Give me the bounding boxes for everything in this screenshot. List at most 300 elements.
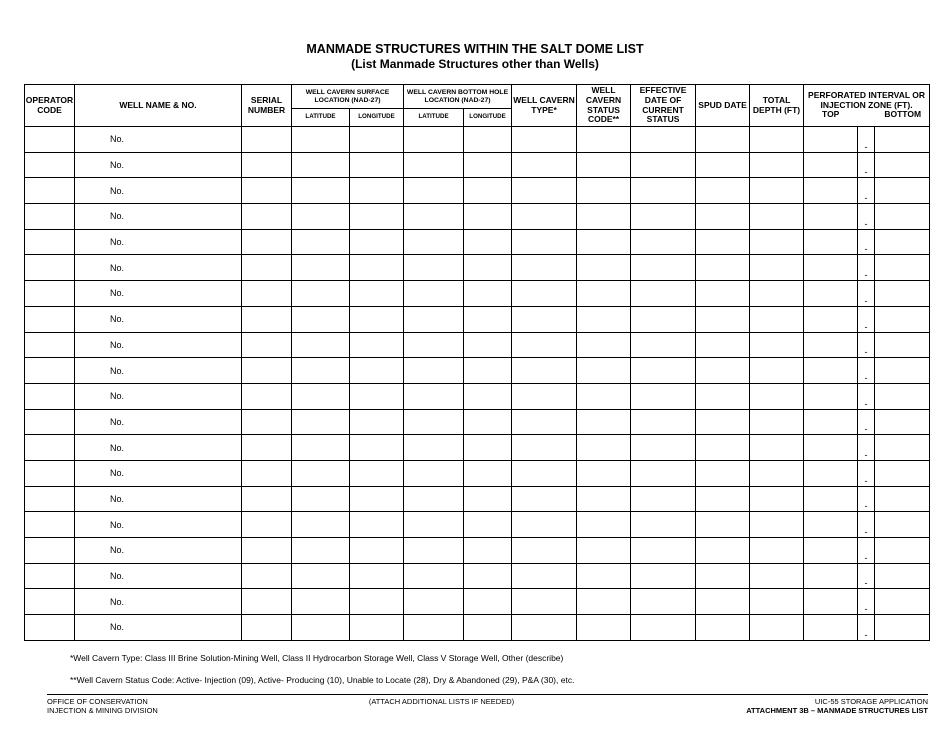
status-code-cell[interactable] <box>577 229 631 255</box>
perforated-top-cell[interactable] <box>804 229 858 255</box>
bottom-longitude-cell[interactable] <box>464 460 512 486</box>
well-name-cell[interactable]: No. <box>75 538 242 564</box>
status-code-cell[interactable] <box>577 127 631 153</box>
cavern-type-cell[interactable] <box>512 486 577 512</box>
status-code-cell[interactable] <box>577 512 631 538</box>
bottom-longitude-cell[interactable] <box>464 229 512 255</box>
table-row <box>25 409 930 435</box>
serial-number-cell[interactable] <box>242 538 292 564</box>
operator-code-cell[interactable] <box>25 255 75 281</box>
status-code-cell[interactable] <box>577 409 631 435</box>
cavern-type-cell[interactable] <box>512 409 577 435</box>
surface-longitude-cell[interactable] <box>350 538 404 564</box>
effective-date-cell[interactable] <box>631 589 696 615</box>
total-depth-cell[interactable] <box>750 460 804 486</box>
perforated-bottom-cell[interactable] <box>875 152 930 178</box>
cavern-type-cell[interactable] <box>512 255 577 281</box>
interval-separator-cell: - <box>858 255 875 281</box>
bottom-longitude-cell[interactable] <box>464 563 512 589</box>
perforated-top-cell[interactable] <box>804 332 858 358</box>
well-name-cell[interactable]: No. <box>75 563 242 589</box>
table-row <box>25 178 930 204</box>
table-row <box>25 332 930 358</box>
table-row <box>25 281 930 307</box>
cavern-type-cell[interactable] <box>512 358 577 384</box>
bottom-longitude-cell[interactable] <box>464 332 512 358</box>
effective-date-cell[interactable] <box>631 306 696 332</box>
total-depth-cell[interactable] <box>750 383 804 409</box>
operator-code-cell[interactable] <box>25 152 75 178</box>
cavern-type-cell[interactable] <box>512 435 577 461</box>
surface-longitude-cell[interactable] <box>350 204 404 230</box>
spud-date-cell[interactable] <box>696 486 750 512</box>
cavern-type-cell[interactable] <box>512 152 577 178</box>
effective-date-cell[interactable] <box>631 512 696 538</box>
operator-code-cell[interactable] <box>25 332 75 358</box>
operator-code-cell[interactable] <box>25 435 75 461</box>
bottom-longitude-cell[interactable] <box>464 538 512 564</box>
total-depth-cell[interactable] <box>750 409 804 435</box>
cavern-type-cell[interactable] <box>512 204 577 230</box>
serial-number-cell[interactable] <box>242 563 292 589</box>
perforated-bottom-cell[interactable] <box>875 460 930 486</box>
well-name-cell[interactable]: No. <box>75 306 242 332</box>
perforated-top-cell[interactable] <box>804 486 858 512</box>
effective-date-cell[interactable] <box>631 281 696 307</box>
bottom-longitude-cell[interactable] <box>464 512 512 538</box>
perforated-top-cell[interactable] <box>804 178 858 204</box>
surface-longitude-cell[interactable] <box>350 460 404 486</box>
cavern-type-cell[interactable] <box>512 127 577 153</box>
total-depth-cell[interactable] <box>750 255 804 281</box>
status-code-cell[interactable] <box>577 152 631 178</box>
cavern-type-cell[interactable] <box>512 589 577 615</box>
effective-date-cell[interactable] <box>631 358 696 384</box>
bottom-longitude-cell[interactable] <box>464 486 512 512</box>
operator-code-cell[interactable] <box>25 486 75 512</box>
total-depth-cell[interactable] <box>750 512 804 538</box>
status-code-cell[interactable] <box>577 538 631 564</box>
surface-longitude-cell[interactable] <box>350 486 404 512</box>
operator-code-cell[interactable] <box>25 281 75 307</box>
well-name-cell[interactable]: No. <box>75 281 242 307</box>
serial-number-cell[interactable] <box>242 512 292 538</box>
bottom-latitude-cell[interactable] <box>404 281 464 307</box>
operator-code-cell[interactable] <box>25 512 75 538</box>
serial-number-cell[interactable] <box>242 383 292 409</box>
spud-date-cell[interactable] <box>696 512 750 538</box>
cavern-type-cell[interactable] <box>512 512 577 538</box>
table-row <box>25 358 930 384</box>
effective-date-cell[interactable] <box>631 538 696 564</box>
perforated-bottom-cell[interactable] <box>875 306 930 332</box>
perforated-bottom-cell[interactable] <box>875 512 930 538</box>
total-depth-cell[interactable] <box>750 127 804 153</box>
effective-date-cell[interactable] <box>631 255 696 281</box>
perforated-bottom-cell[interactable] <box>875 255 930 281</box>
perforated-top-cell[interactable] <box>804 435 858 461</box>
surface-latitude-cell[interactable] <box>292 538 350 564</box>
effective-date-cell[interactable] <box>631 460 696 486</box>
perforated-bottom-cell[interactable] <box>875 204 930 230</box>
status-code-cell[interactable] <box>577 358 631 384</box>
perforated-top-cell[interactable] <box>804 152 858 178</box>
operator-code-cell[interactable] <box>25 409 75 435</box>
effective-date-cell[interactable] <box>631 152 696 178</box>
surface-longitude-cell[interactable] <box>350 127 404 153</box>
status-code-cell[interactable] <box>577 306 631 332</box>
bottom-longitude-cell[interactable] <box>464 204 512 230</box>
surface-longitude-cell[interactable] <box>350 332 404 358</box>
total-depth-cell[interactable] <box>750 538 804 564</box>
bottom-latitude-cell[interactable] <box>404 358 464 384</box>
total-depth-cell[interactable] <box>750 281 804 307</box>
bottom-longitude-cell[interactable] <box>464 178 512 204</box>
surface-longitude-cell[interactable] <box>350 409 404 435</box>
surface-latitude-cell[interactable] <box>292 255 350 281</box>
spud-date-cell[interactable] <box>696 409 750 435</box>
spud-date-cell[interactable] <box>696 306 750 332</box>
spud-date-cell[interactable] <box>696 383 750 409</box>
perforated-bottom-cell[interactable] <box>875 589 930 615</box>
interval-separator-cell: - <box>858 178 875 204</box>
surface-latitude-cell[interactable] <box>292 486 350 512</box>
header-top: TOP <box>822 109 840 120</box>
surface-latitude-cell[interactable] <box>292 281 350 307</box>
effective-date-cell[interactable] <box>631 435 696 461</box>
bottom-latitude-cell[interactable] <box>404 229 464 255</box>
header-surface-latitude: LATITUDE <box>292 109 350 127</box>
perforated-bottom-cell[interactable] <box>875 615 930 641</box>
well-name-cell[interactable]: No. <box>75 589 242 615</box>
status-code-cell[interactable] <box>577 255 631 281</box>
status-code-cell[interactable] <box>577 281 631 307</box>
bottom-latitude-cell[interactable] <box>404 563 464 589</box>
surface-longitude-cell[interactable] <box>350 255 404 281</box>
operator-code-cell[interactable] <box>25 127 75 153</box>
perforated-bottom-cell[interactable] <box>875 538 930 564</box>
well-name-cell[interactable]: No. <box>75 486 242 512</box>
serial-number-cell[interactable] <box>242 127 292 153</box>
interval-separator-cell: - <box>858 127 875 153</box>
perforated-bottom-cell[interactable] <box>875 281 930 307</box>
bottom-longitude-cell[interactable] <box>464 306 512 332</box>
cavern-type-cell[interactable] <box>512 383 577 409</box>
table-body <box>25 127 930 641</box>
spud-date-cell[interactable] <box>696 152 750 178</box>
surface-latitude-cell[interactable] <box>292 204 350 230</box>
operator-code-cell[interactable] <box>25 563 75 589</box>
total-depth-cell[interactable] <box>750 306 804 332</box>
serial-number-cell[interactable] <box>242 435 292 461</box>
spud-date-cell[interactable] <box>696 563 750 589</box>
bottom-longitude-cell[interactable] <box>464 383 512 409</box>
surface-longitude-cell[interactable] <box>350 306 404 332</box>
effective-date-cell[interactable] <box>631 383 696 409</box>
well-name-cell[interactable]: No. <box>75 178 242 204</box>
bottom-longitude-cell[interactable] <box>464 615 512 641</box>
bottom-longitude-cell[interactable] <box>464 409 512 435</box>
serial-number-cell[interactable] <box>242 204 292 230</box>
well-name-cell[interactable]: No. <box>75 204 242 230</box>
total-depth-cell[interactable] <box>750 589 804 615</box>
status-code-cell[interactable] <box>577 615 631 641</box>
table-row <box>25 486 930 512</box>
serial-number-cell[interactable] <box>242 358 292 384</box>
surface-longitude-cell[interactable] <box>350 383 404 409</box>
perforated-bottom-cell[interactable] <box>875 332 930 358</box>
total-depth-cell[interactable] <box>750 563 804 589</box>
perforated-bottom-cell[interactable] <box>875 383 930 409</box>
spud-date-cell[interactable] <box>696 435 750 461</box>
surface-longitude-cell[interactable] <box>350 563 404 589</box>
perforated-bottom-cell[interactable] <box>875 409 930 435</box>
bottom-longitude-cell[interactable] <box>464 358 512 384</box>
spud-date-cell[interactable] <box>696 358 750 384</box>
serial-number-cell[interactable] <box>242 460 292 486</box>
cavern-type-cell[interactable] <box>512 229 577 255</box>
status-code-cell[interactable] <box>577 435 631 461</box>
serial-number-cell[interactable] <box>242 486 292 512</box>
perforated-top-cell[interactable] <box>804 383 858 409</box>
cavern-type-cell[interactable] <box>512 306 577 332</box>
surface-latitude-cell[interactable] <box>292 563 350 589</box>
surface-longitude-cell[interactable] <box>350 512 404 538</box>
surface-latitude-cell[interactable] <box>292 229 350 255</box>
well-name-cell[interactable]: No. <box>75 358 242 384</box>
bottom-latitude-cell[interactable] <box>404 383 464 409</box>
bottom-longitude-cell[interactable] <box>464 127 512 153</box>
table-row <box>25 563 930 589</box>
total-depth-cell[interactable] <box>750 615 804 641</box>
surface-latitude-cell[interactable] <box>292 512 350 538</box>
well-name-cell[interactable]: No. <box>75 615 242 641</box>
surface-longitude-cell[interactable] <box>350 358 404 384</box>
surface-latitude-cell[interactable] <box>292 152 350 178</box>
effective-date-cell[interactable] <box>631 127 696 153</box>
status-code-cell[interactable] <box>577 589 631 615</box>
well-name-cell[interactable]: No. <box>75 383 242 409</box>
cavern-type-cell[interactable] <box>512 178 577 204</box>
cavern-type-cell[interactable] <box>512 563 577 589</box>
footer-office-line1: OFFICE OF CONSERVATION <box>47 697 148 706</box>
well-name-cell[interactable]: No. <box>75 409 242 435</box>
operator-code-cell[interactable] <box>25 615 75 641</box>
perforated-top-cell[interactable] <box>804 204 858 230</box>
interval-separator-cell: - <box>858 615 875 641</box>
serial-number-cell[interactable] <box>242 332 292 358</box>
serial-number-cell[interactable] <box>242 255 292 281</box>
total-depth-cell[interactable] <box>750 204 804 230</box>
spud-date-cell[interactable] <box>696 589 750 615</box>
operator-code-cell[interactable] <box>25 358 75 384</box>
perforated-bottom-cell[interactable] <box>875 435 930 461</box>
total-depth-cell[interactable] <box>750 358 804 384</box>
perforated-top-cell[interactable] <box>804 306 858 332</box>
operator-code-cell[interactable] <box>25 306 75 332</box>
bottom-latitude-cell[interactable] <box>404 538 464 564</box>
spud-date-cell[interactable] <box>696 460 750 486</box>
bottom-latitude-cell[interactable] <box>404 435 464 461</box>
form-title: MANMADE STRUCTURES WITHIN THE SALT DOME LIST <box>306 42 644 56</box>
well-name-cell[interactable]: No. <box>75 460 242 486</box>
serial-number-cell[interactable] <box>242 306 292 332</box>
total-depth-cell[interactable] <box>750 435 804 461</box>
surface-latitude-cell[interactable] <box>292 306 350 332</box>
serial-number-cell[interactable] <box>242 615 292 641</box>
perforated-top-cell[interactable] <box>804 615 858 641</box>
bottom-latitude-cell[interactable] <box>404 486 464 512</box>
bottom-latitude-cell[interactable] <box>404 127 464 153</box>
bottom-latitude-cell[interactable] <box>404 589 464 615</box>
bottom-latitude-cell[interactable] <box>404 409 464 435</box>
bottom-latitude-cell[interactable] <box>404 512 464 538</box>
status-code-cell[interactable] <box>577 204 631 230</box>
well-name-cell[interactable]: No. <box>75 512 242 538</box>
surface-latitude-cell[interactable] <box>292 358 350 384</box>
surface-latitude-cell[interactable] <box>292 615 350 641</box>
status-code-cell[interactable] <box>577 178 631 204</box>
well-name-cell[interactable]: No. <box>75 152 242 178</box>
serial-number-cell[interactable] <box>242 409 292 435</box>
surface-latitude-cell[interactable] <box>292 332 350 358</box>
cavern-type-cell[interactable] <box>512 281 577 307</box>
bottom-latitude-cell[interactable] <box>404 615 464 641</box>
operator-code-cell[interactable] <box>25 204 75 230</box>
surface-longitude-cell[interactable] <box>350 281 404 307</box>
operator-code-cell[interactable] <box>25 229 75 255</box>
well-name-cell[interactable]: No. <box>75 435 242 461</box>
serial-number-cell[interactable] <box>242 281 292 307</box>
spud-date-cell[interactable] <box>696 615 750 641</box>
interval-separator-cell: - <box>858 538 875 564</box>
bottom-latitude-cell[interactable] <box>404 204 464 230</box>
spud-date-cell[interactable] <box>696 204 750 230</box>
perforated-top-cell[interactable] <box>804 127 858 153</box>
bottom-longitude-cell[interactable] <box>464 589 512 615</box>
spud-date-cell[interactable] <box>696 332 750 358</box>
status-code-cell[interactable] <box>577 486 631 512</box>
operator-code-cell[interactable] <box>25 460 75 486</box>
effective-date-cell[interactable] <box>631 332 696 358</box>
perforated-top-cell[interactable] <box>804 358 858 384</box>
perforated-bottom-cell[interactable] <box>875 358 930 384</box>
perforated-top-cell[interactable] <box>804 589 858 615</box>
cavern-type-cell[interactable] <box>512 615 577 641</box>
bottom-latitude-cell[interactable] <box>404 152 464 178</box>
bottom-latitude-cell[interactable] <box>404 306 464 332</box>
header-well-name: WELL NAME & NO. <box>75 85 242 127</box>
surface-latitude-cell[interactable] <box>292 460 350 486</box>
spud-date-cell[interactable] <box>696 127 750 153</box>
perforated-top-cell[interactable] <box>804 512 858 538</box>
operator-code-cell[interactable] <box>25 383 75 409</box>
total-depth-cell[interactable] <box>750 486 804 512</box>
effective-date-cell[interactable] <box>631 178 696 204</box>
serial-number-cell[interactable] <box>242 589 292 615</box>
spud-date-cell[interactable] <box>696 178 750 204</box>
operator-code-cell[interactable] <box>25 178 75 204</box>
header-surface-location: WELL CAVERN SURFACE LOCATION (NAD-27) <box>292 85 404 109</box>
bottom-latitude-cell[interactable] <box>404 332 464 358</box>
well-name-cell[interactable]: No. <box>75 127 242 153</box>
well-name-cell[interactable]: No. <box>75 332 242 358</box>
spud-date-cell[interactable] <box>696 229 750 255</box>
surface-longitude-cell[interactable] <box>350 178 404 204</box>
surface-longitude-cell[interactable] <box>350 229 404 255</box>
surface-latitude-cell[interactable] <box>292 383 350 409</box>
status-code-cell[interactable] <box>577 332 631 358</box>
spud-date-cell[interactable] <box>696 281 750 307</box>
perforated-top-cell[interactable] <box>804 255 858 281</box>
surface-longitude-cell[interactable] <box>350 589 404 615</box>
serial-number-cell[interactable] <box>242 152 292 178</box>
perforated-bottom-cell[interactable] <box>875 127 930 153</box>
status-code-cell[interactable] <box>577 383 631 409</box>
surface-latitude-cell[interactable] <box>292 409 350 435</box>
bottom-longitude-cell[interactable] <box>464 281 512 307</box>
well-name-cell[interactable]: No. <box>75 255 242 281</box>
cavern-type-cell[interactable] <box>512 460 577 486</box>
effective-date-cell[interactable] <box>631 204 696 230</box>
surface-latitude-cell[interactable] <box>292 127 350 153</box>
spud-date-cell[interactable] <box>696 538 750 564</box>
effective-date-cell[interactable] <box>631 229 696 255</box>
operator-code-cell[interactable] <box>25 538 75 564</box>
surface-longitude-cell[interactable] <box>350 152 404 178</box>
status-code-cell[interactable] <box>577 563 631 589</box>
operator-code-cell[interactable] <box>25 589 75 615</box>
cavern-type-cell[interactable] <box>512 538 577 564</box>
perforated-top-cell[interactable] <box>804 281 858 307</box>
surface-latitude-cell[interactable] <box>292 435 350 461</box>
perforated-top-cell[interactable] <box>804 563 858 589</box>
effective-date-cell[interactable] <box>631 615 696 641</box>
surface-latitude-cell[interactable] <box>292 178 350 204</box>
total-depth-cell[interactable] <box>750 229 804 255</box>
effective-date-cell[interactable] <box>631 409 696 435</box>
surface-latitude-cell[interactable] <box>292 589 350 615</box>
spud-date-cell[interactable] <box>696 255 750 281</box>
surface-longitude-cell[interactable] <box>350 435 404 461</box>
perforated-bottom-cell[interactable] <box>875 229 930 255</box>
status-code-cell[interactable] <box>577 460 631 486</box>
perforated-top-cell[interactable] <box>804 538 858 564</box>
total-depth-cell[interactable] <box>750 332 804 358</box>
bottom-latitude-cell[interactable] <box>404 460 464 486</box>
total-depth-cell[interactable] <box>750 178 804 204</box>
total-depth-cell[interactable] <box>750 152 804 178</box>
cavern-type-cell[interactable] <box>512 332 577 358</box>
serial-number-cell[interactable] <box>242 178 292 204</box>
perforated-bottom-cell[interactable] <box>875 178 930 204</box>
well-name-cell[interactable]: No. <box>75 229 242 255</box>
perforated-top-cell[interactable] <box>804 460 858 486</box>
serial-number-cell[interactable] <box>242 229 292 255</box>
bottom-longitude-cell[interactable] <box>464 255 512 281</box>
effective-date-cell[interactable] <box>631 563 696 589</box>
bottom-latitude-cell[interactable] <box>404 178 464 204</box>
header-total-depth: TOTAL DEPTH (FT) <box>750 85 804 127</box>
bottom-longitude-cell[interactable] <box>464 152 512 178</box>
perforated-bottom-cell[interactable] <box>875 486 930 512</box>
perforated-top-cell[interactable] <box>804 409 858 435</box>
effective-date-cell[interactable] <box>631 486 696 512</box>
perforated-bottom-cell[interactable] <box>875 563 930 589</box>
surface-longitude-cell[interactable] <box>350 615 404 641</box>
bottom-latitude-cell[interactable] <box>404 255 464 281</box>
bottom-longitude-cell[interactable] <box>464 435 512 461</box>
